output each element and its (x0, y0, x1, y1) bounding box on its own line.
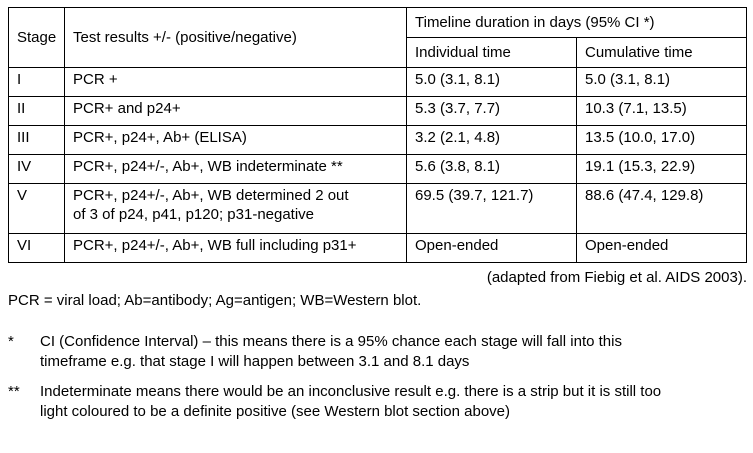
footnote-mark: ** (8, 383, 20, 400)
footnote-text (40, 332, 738, 372)
stage-cell: V (9, 184, 65, 234)
stage-cell: III (9, 126, 65, 155)
results-cell: PCR+ and p24+ (65, 97, 407, 126)
stage-cell: I (9, 68, 65, 97)
source-caption: (adapted from Fiebig et al. AIDS 2003). (486, 269, 747, 286)
footnote-ci (8, 332, 738, 372)
table-row (9, 184, 747, 234)
table-header-row (9, 8, 747, 38)
individual-time-cell: 5.0 (3.1, 8.1) (407, 68, 577, 97)
results-cell (65, 184, 407, 234)
cumulative-time-cell: 13.5 (10.0, 17.0) (577, 126, 747, 155)
header-test-results: Test results +/- (positive/negative) (65, 8, 407, 68)
table-row (9, 97, 747, 126)
individual-time-cell: 69.5 (39.7, 121.7) (407, 184, 577, 234)
footnote-text (40, 382, 738, 422)
results-cell: PCR + (65, 68, 407, 97)
footnote-line: light coloured to be a definite positive (see Western blot section above) (40, 403, 510, 420)
table-row (9, 155, 747, 184)
footnote-line: timeframe e.g. that stage I will happen between 3.1 and 8.1 days (40, 353, 470, 370)
stage-cell: IV (9, 155, 65, 184)
results-cell: PCR+, p24+, Ab+ (ELISA) (65, 126, 407, 155)
cumulative-time-cell: 5.0 (3.1, 8.1) (577, 68, 747, 97)
individual-time-cell: Open-ended (407, 234, 577, 263)
individual-time-cell: 3.2 (2.1, 4.8) (407, 126, 577, 155)
cumulative-time-cell: Open-ended (577, 234, 747, 263)
footnote-indeterminate (8, 382, 738, 422)
header-stage: Stage (9, 8, 65, 68)
header-individual-time: Individual time (407, 38, 577, 68)
table-row (9, 126, 747, 155)
table-row (9, 234, 747, 263)
header-cumulative-time: Cumulative time (577, 38, 747, 68)
header-timeline: Timeline duration in days (95% CI *) (407, 8, 747, 38)
cumulative-time-cell: 88.6 (47.4, 129.8) (577, 184, 747, 234)
individual-time-cell: 5.3 (3.7, 7.7) (407, 97, 577, 126)
stage-cell: II (9, 97, 65, 126)
stage-cell: VI (9, 234, 65, 263)
footnote-line: Indeterminate means there would be an inconclusive result e.g. there is a strip but it is still too (40, 383, 662, 400)
abbreviations-legend: PCR = viral load; Ab=antibody; Ag=antigen; WB=Western blot. (8, 292, 422, 309)
results-line: PCR+, p24+/-, Ab+, WB determined 2 out (73, 187, 349, 204)
results-cell: PCR+, p24+/-, Ab+, WB indeterminate ** (65, 155, 407, 184)
cumulative-time-cell: 19.1 (15.3, 22.9) (577, 155, 747, 184)
footnote-line: CI (Confidence Interval) – this means there is a 95% chance each stage will fall into this (40, 333, 622, 350)
cumulative-time-cell: 10.3 (7.1, 13.5) (577, 97, 747, 126)
individual-time-cell: 5.6 (3.8, 8.1) (407, 155, 577, 184)
hiv-stages-table (8, 7, 747, 263)
footnote-mark: * (8, 333, 14, 350)
results-line: of 3 of p24, p41, p120; p31-negative (73, 206, 315, 223)
results-cell: PCR+, p24+/-, Ab+, WB full including p31+ (65, 234, 407, 263)
table-row (9, 68, 747, 97)
